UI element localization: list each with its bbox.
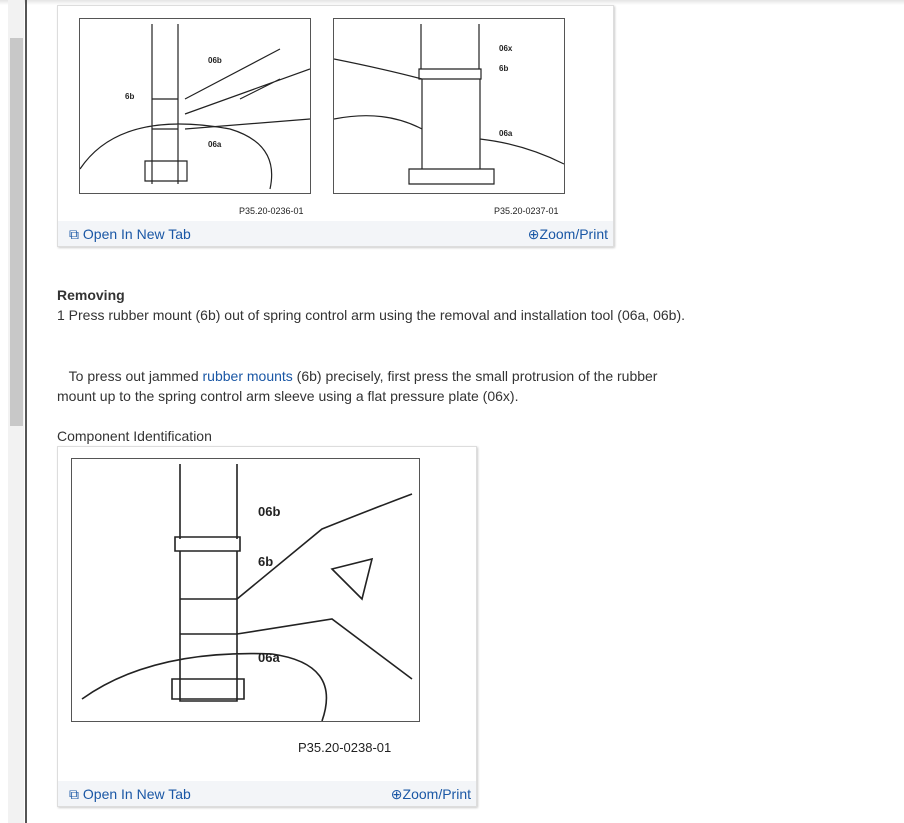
diagram-image-0238[interactable] (71, 458, 420, 722)
svg-text:06x: 06x (499, 44, 513, 53)
figure-footer (58, 221, 613, 246)
rubber-mounts-link[interactable]: rubber mounts (202, 368, 293, 384)
figure-footer (58, 781, 476, 806)
svg-text:06a: 06a (258, 650, 280, 665)
figure-1 (57, 5, 614, 247)
caption: P35.20-0238-01 (298, 740, 392, 755)
svg-text:06a: 06a (499, 129, 513, 138)
caption: P35.20-0237-01 (494, 206, 559, 216)
diagram-image-0236[interactable] (79, 18, 311, 194)
svg-text:06b: 06b (258, 504, 281, 519)
section-heading: Removing (57, 287, 125, 303)
note-text: To press out jammed rubber mounts (6b) precisely, first press the small protrusion of the rubber mount up to the spring control arm sleeve using a flat pressure plate (06x). (57, 368, 662, 404)
svg-text:6b: 6b (125, 92, 135, 101)
figure-title: Component Identification (57, 428, 212, 444)
svg-text:6b: 6b (499, 64, 509, 73)
scrollbar-thumb[interactable] (10, 38, 23, 426)
svg-text:06a: 06a (208, 140, 222, 149)
caption: P35.20-0236-01 (239, 206, 304, 216)
zoom-print-link[interactable]: ⊕Zoom/Print (390, 786, 471, 802)
svg-text:6b: 6b (258, 554, 274, 569)
open-in-new-tab-link[interactable]: ⧉ Open In New Tab (69, 226, 191, 242)
diagram-image-0237[interactable] (333, 18, 565, 194)
step-text: 1 Press rubber mount (6b) out of spring control arm using the removal and installation tool (06a, 06b). (57, 307, 685, 323)
figure-2 (57, 446, 477, 807)
label: 06b (208, 56, 222, 65)
divider (25, 0, 27, 823)
zoom-print-link[interactable]: ⊕Zoom/Print (527, 226, 608, 242)
open-in-new-tab-link[interactable]: ⧉ Open In New Tab (69, 786, 191, 802)
